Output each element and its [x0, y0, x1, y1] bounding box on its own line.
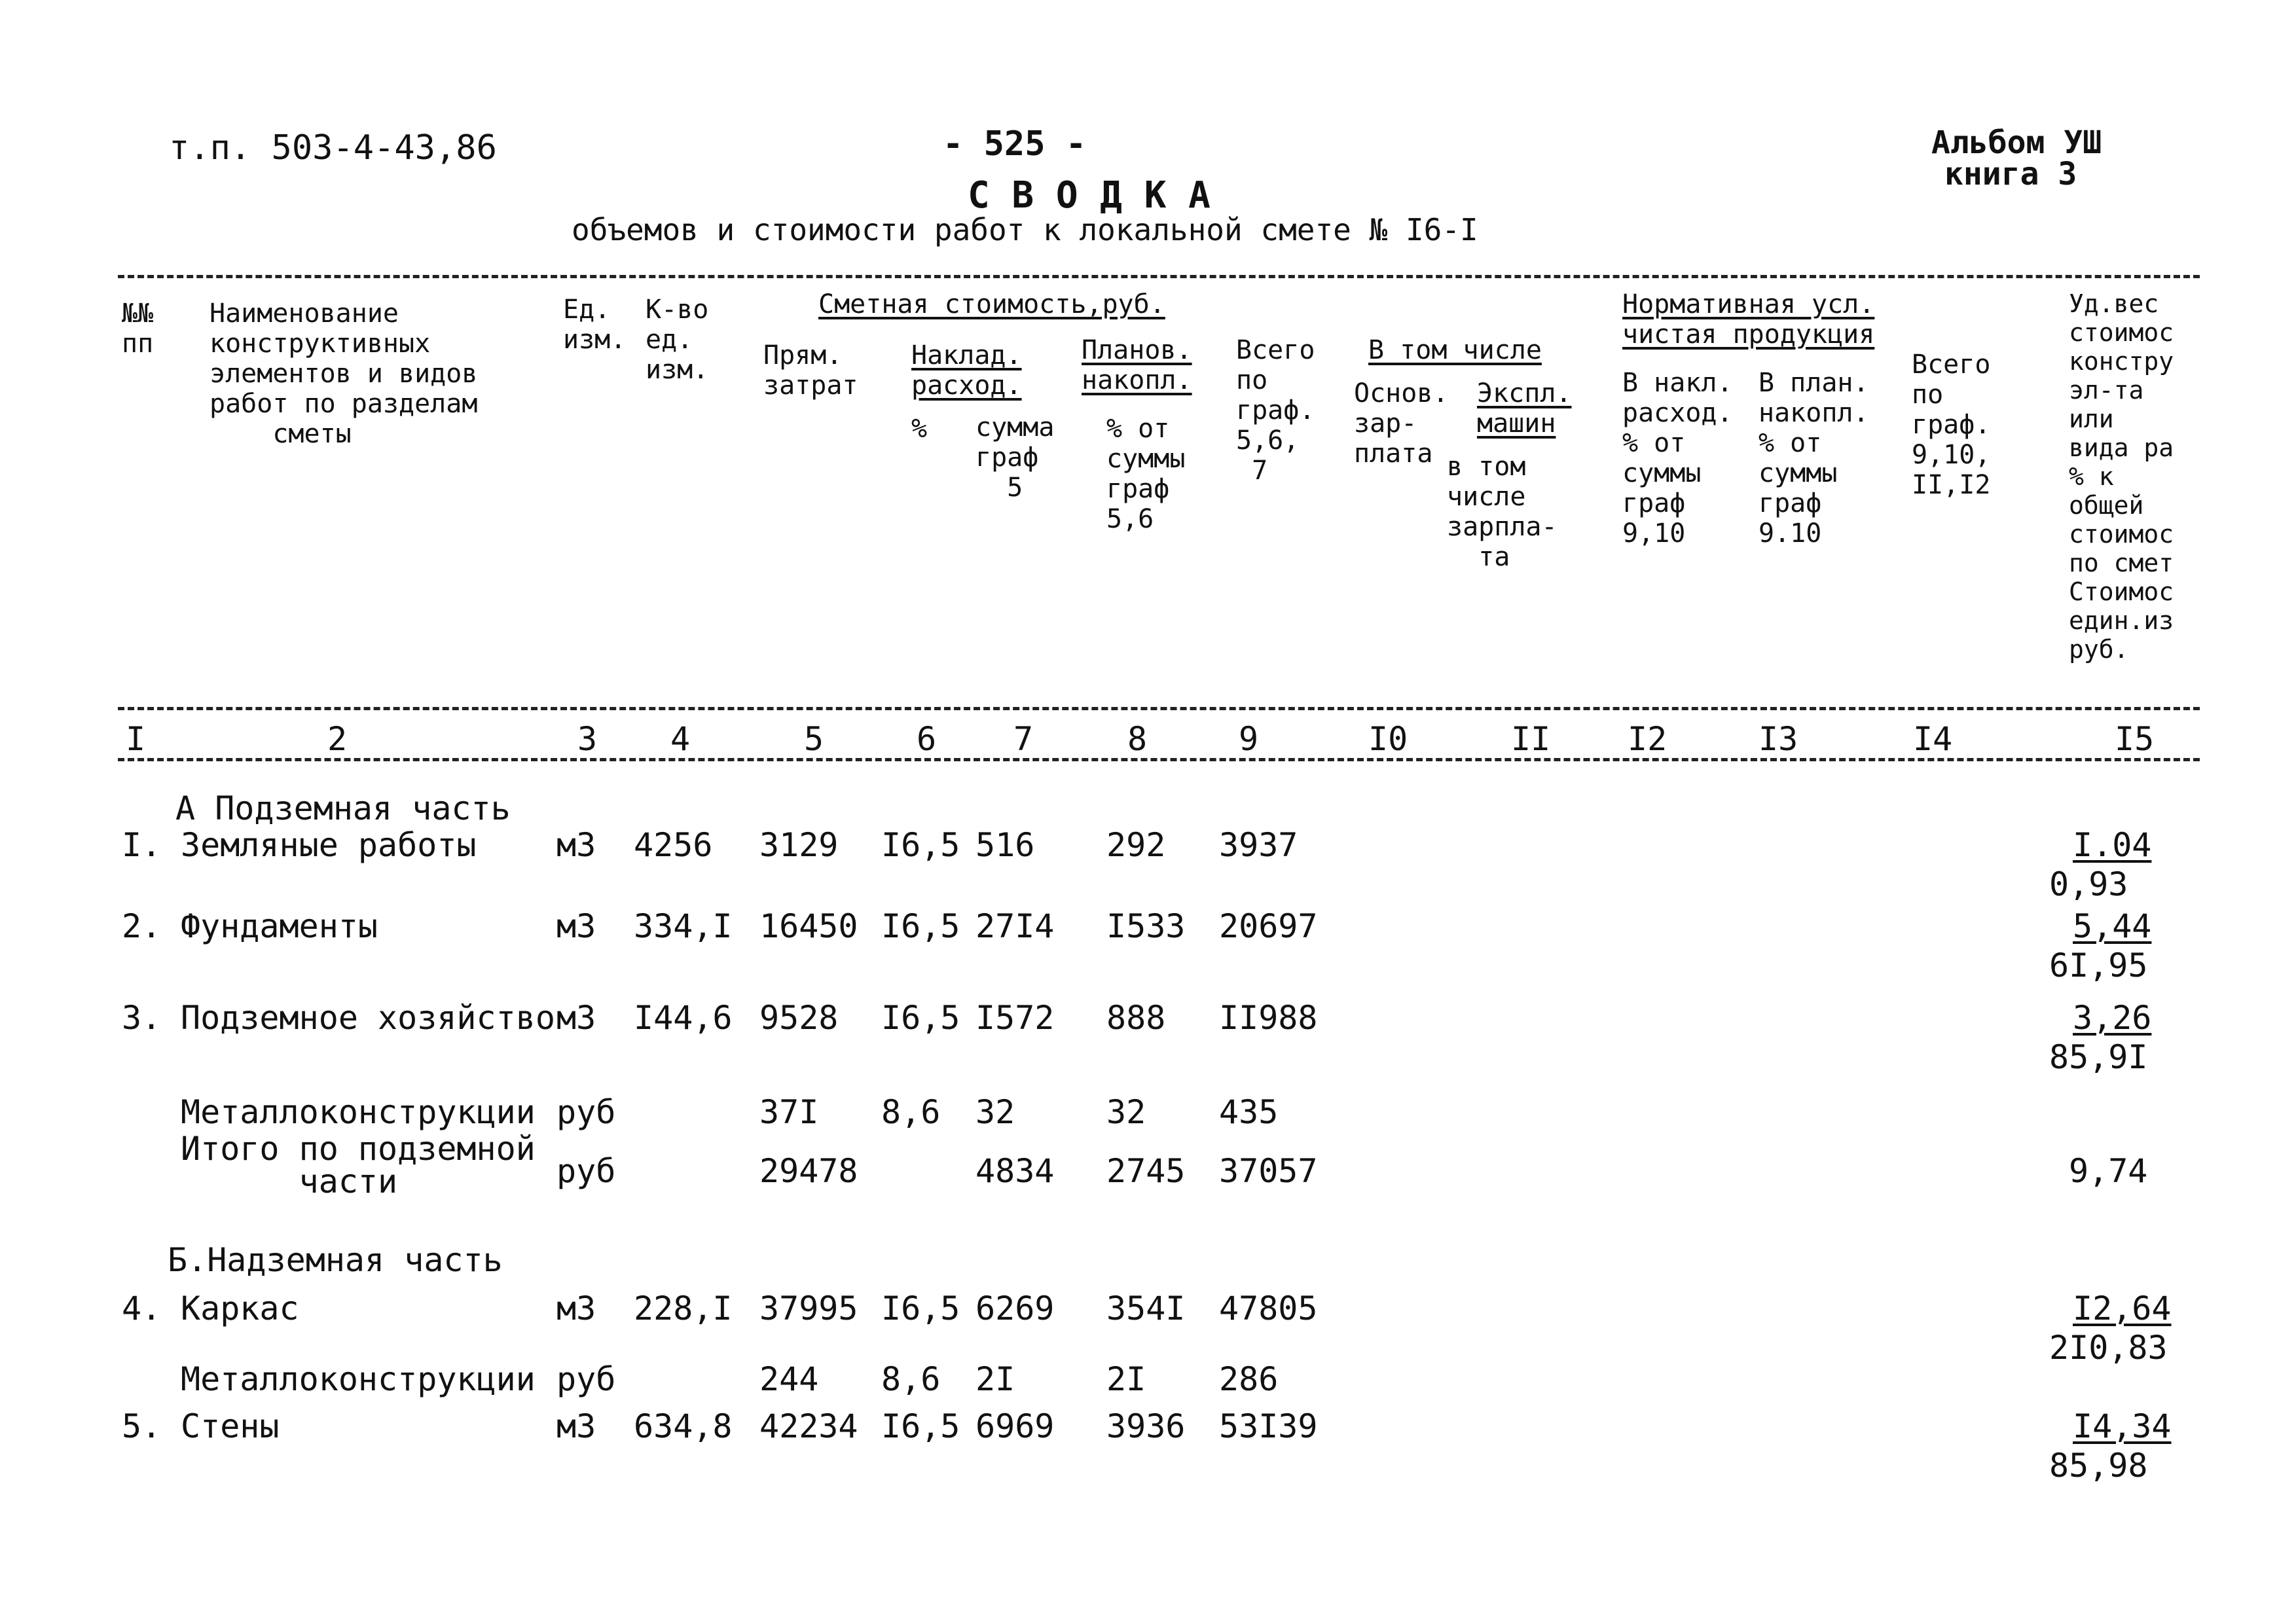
col-header-norm-plan: В план. накопл. % от суммы граф 9.10 [1758, 368, 1869, 549]
cell-pct: I6,5 [881, 1407, 960, 1445]
cell-share: 3,26 [2073, 999, 2152, 1037]
cell-direct: 3129 [759, 826, 839, 864]
cell-share: I2,64 [2073, 1290, 2172, 1327]
colnum-15: I5 [2115, 720, 2155, 758]
section-aboveground: Б.Надземная часть [168, 1241, 503, 1279]
colnum-9: 9 [1239, 720, 1259, 758]
cell-n: 3. [122, 999, 162, 1037]
cell-sum: I572 [975, 999, 1055, 1037]
cell-plan: I533 [1106, 907, 1186, 945]
cell-name: Земляные работы [181, 826, 477, 864]
cell-n: 2. [122, 907, 162, 945]
col-header-overhead: Наклад. расход. [911, 340, 1022, 401]
document-subtitle: объемов и стоимости работ к локальной смете № I6-I [572, 212, 1478, 247]
cell-sum: 32 [975, 1093, 1015, 1131]
cell-total: 286 [1219, 1360, 1279, 1398]
colnum-12: I2 [1628, 720, 1667, 758]
cell-pct: I6,5 [881, 826, 960, 864]
cell-name: Фундаменты [181, 907, 378, 945]
cell-unit: м3 [556, 1290, 596, 1327]
col-header-name: Наименование конструктивных элементов и видов работ по разделам сметы [210, 298, 478, 449]
cell-direct: 244 [759, 1360, 819, 1398]
cell-qty: 228,I [634, 1290, 733, 1327]
cell-total: 435 [1219, 1093, 1279, 1131]
cell-direct: 37I [759, 1093, 819, 1131]
cell-total: 47805 [1219, 1290, 1318, 1327]
cell-plan: 2745 [1106, 1152, 1186, 1190]
colnum-13: I3 [1758, 720, 1798, 758]
cell-n: 5. [122, 1407, 162, 1445]
cell-sum: 6269 [975, 1290, 1055, 1327]
colnum-bottom-rule [118, 758, 2200, 761]
cell-share: 5,44 [2073, 907, 2152, 945]
cell-total: 53I39 [1219, 1407, 1318, 1445]
cell-pct: I6,5 [881, 999, 960, 1037]
cell-qty: 334,I [634, 907, 733, 945]
cell-unit: руб [556, 1093, 616, 1131]
colnum-3: 3 [577, 720, 598, 758]
cell-total: 20697 [1219, 907, 1318, 945]
cell-total: 37057 [1219, 1152, 1318, 1190]
cell-sum: 6969 [975, 1407, 1055, 1445]
cell-unit: м3 [556, 826, 596, 864]
header-bottom-rule [118, 707, 2200, 710]
cell-unit-cost: 85,98 [2049, 1447, 2148, 1485]
colnum-1: I [126, 720, 146, 758]
cell-qty: I44,6 [634, 999, 733, 1037]
col-group-normative: Нормативная усл. чистая продукция [1622, 289, 1875, 350]
cell-total: 3937 [1219, 826, 1298, 864]
colnum-11: II [1511, 720, 1551, 758]
cell-n: I. [122, 826, 162, 864]
col-header-overhead-pct: % [911, 414, 928, 444]
colnum-6: 6 [917, 720, 937, 758]
cell-unit-cost: 6I,95 [2049, 947, 2148, 984]
cell-total: II988 [1219, 999, 1318, 1037]
cell-unit: руб [556, 1152, 616, 1190]
document-title: С В О Д К А [968, 174, 1211, 217]
cell-unit: м3 [556, 907, 596, 945]
cell-qty: 634,8 [634, 1407, 733, 1445]
col-header-qty: К-во ед. изм. [646, 295, 709, 385]
document-ref: т.п. 503-4-43,86 [169, 128, 497, 168]
col-header-direct: Прям. затрат [763, 340, 858, 401]
cell-pct: I6,5 [881, 907, 960, 945]
cell-share: I.04 [2073, 826, 2152, 864]
page-number: - 525 - [943, 124, 1087, 164]
colnum-4: 4 [670, 720, 691, 758]
colnum-14: I4 [1913, 720, 1953, 758]
col-header-norm-overhead: В накл. расход. % от суммы граф 9,10 [1622, 368, 1733, 549]
cell-direct: 16450 [759, 907, 858, 945]
cell-unit-cost: 85,9I [2049, 1038, 2148, 1076]
cell-plan: 354I [1106, 1290, 1186, 1327]
cell-name: Итого по подземной части [181, 1130, 536, 1200]
cell-sum: 516 [975, 826, 1035, 864]
col-header-total: Всего по граф. 5,6, 7 [1236, 335, 1315, 486]
col-header-plan-accum: Планов. накопл. [1082, 335, 1192, 395]
cell-sum: 27I4 [975, 907, 1055, 945]
cell-name: Металлоконструкции [181, 1093, 536, 1131]
cell-unit: м3 [556, 1407, 596, 1445]
cell-share: 9,74 [2069, 1152, 2148, 1190]
cell-sum: 2I [975, 1360, 1015, 1398]
cell-plan: 292 [1106, 826, 1166, 864]
cell-unit-cost: 0,93 [2049, 865, 2128, 903]
cell-direct: 37995 [759, 1290, 858, 1327]
col-header-machine: Экспл. машин [1477, 378, 1572, 439]
col-header-norm-total: Всего по граф. 9,10, II,I2 [1912, 350, 1991, 500]
cell-direct: 42234 [759, 1407, 858, 1445]
cell-name: Стены [181, 1407, 280, 1445]
section-underground: А Подземная часть [175, 789, 511, 827]
cell-name: Металлоконструкции [181, 1360, 536, 1398]
cell-plan: 2I [1106, 1360, 1146, 1398]
cell-n: 4. [122, 1290, 162, 1327]
col-header-base-wage: Основ. зар- плата [1354, 378, 1449, 469]
col-group-including: В том числе [1368, 335, 1542, 365]
col-group-cost: Сметная стоимость,руб. [818, 289, 1165, 319]
cell-name: Подземное хозяйство [181, 999, 555, 1037]
cell-pct: 8,6 [881, 1093, 941, 1131]
colnum-7: 7 [1013, 720, 1034, 758]
book-label: книга 3 [1944, 156, 2077, 192]
cell-sum: 4834 [975, 1152, 1055, 1190]
cell-unit: руб [556, 1360, 616, 1398]
col-header-machine-wage: в том числе зарпла- та [1447, 452, 1558, 572]
cell-pct: 8,6 [881, 1360, 941, 1398]
colnum-2: 2 [327, 720, 348, 758]
colnum-8: 8 [1127, 720, 1148, 758]
cell-pct: I6,5 [881, 1290, 960, 1327]
cell-plan: 3936 [1106, 1407, 1186, 1445]
col-header-overhead-sum: сумма граф 5 [975, 412, 1055, 503]
cell-direct: 9528 [759, 999, 839, 1037]
col-header-share: Уд.вес стоимос констру эл-та или вида ра % к общей стоимос по смет Стоимос един.из руб. [2069, 289, 2174, 664]
cell-direct: 29478 [759, 1152, 858, 1190]
col-header-number: №№ пп [122, 298, 154, 359]
cell-unit-cost: 2I0,83 [2049, 1329, 2168, 1367]
cell-plan: 32 [1106, 1093, 1146, 1131]
cell-share: I4,34 [2073, 1407, 2172, 1445]
col-header-plan-pct: % от суммы граф 5,6 [1106, 414, 1186, 534]
album-label: Альбом УШ [1931, 124, 2102, 161]
cell-plan: 888 [1106, 999, 1166, 1037]
header-top-rule [118, 275, 2200, 278]
cell-name: Каркас [181, 1290, 299, 1327]
col-header-unit: Ед. изм. [563, 295, 627, 355]
colnum-5: 5 [804, 720, 824, 758]
colnum-10: I0 [1368, 720, 1408, 758]
cell-unit: м3 [556, 999, 596, 1037]
cell-qty: 4256 [634, 826, 713, 864]
